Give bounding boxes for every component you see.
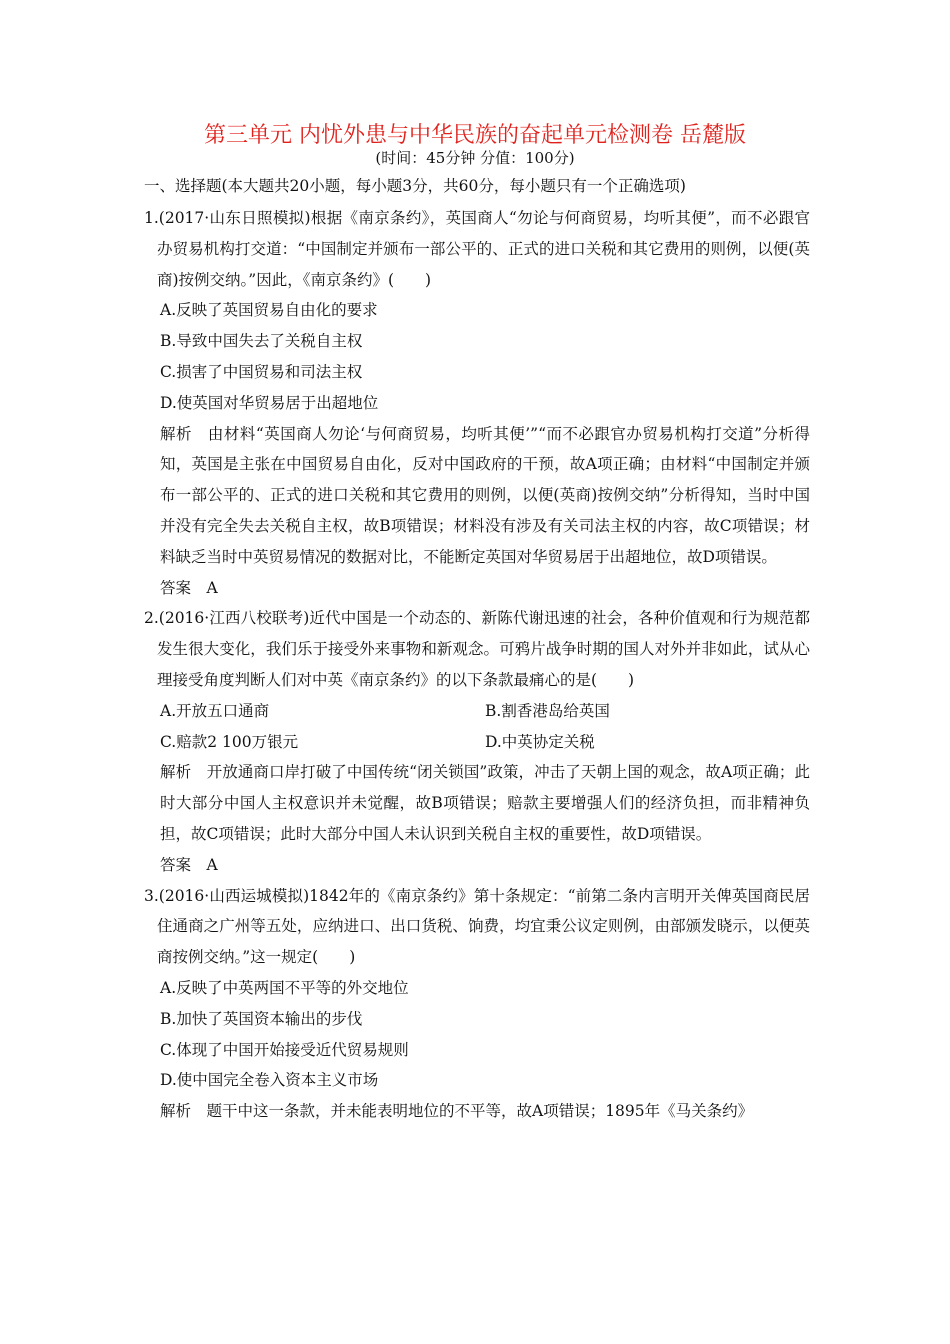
section-heading: 一、选择题(本大题共20小题，每小题3分，共60分，每小题只有一个正确选项) (144, 177, 686, 195)
option-d: D.使英国对华贸易居于出超地位 (160, 393, 379, 412)
option-b: B.割香港岛给英国 (485, 701, 610, 720)
option-a: A.反映了中英两国不平等的外交地位 (160, 978, 409, 997)
option-a: A.开放五口通商 (160, 701, 270, 720)
option-d: D.使中国完全卷入资本主义市场 (160, 1071, 379, 1090)
option-b: B.导致中国失去了关税自主权 (160, 332, 363, 351)
option-c: C.赔款2 100万银元 (160, 732, 299, 751)
question-stem: 1.(2017·山东日照模拟)根据《南京条约》，英国商人“勿论与何商贸易，均听其便”，而不必跟官办贸易机构打交道：“中国制定并颁布一部公平的、正式的进口关税和其它费用的则例，以便(英商)按例交纳。”因此，《南京条约》( ) (144, 209, 810, 289)
option-c: C.体现了中国开始接受近代贸易规则 (160, 1040, 409, 1059)
options-row (144, 696, 810, 727)
option-c: C.损害了中国贸易和司法主权 (160, 362, 363, 381)
option-a: A.反映了英国贸易自由化的要求 (160, 301, 378, 320)
answer: 答案 A (160, 855, 218, 874)
question-1 (144, 203, 810, 603)
page-subtitle: (时间：45分钟 分值：100分) (375, 149, 575, 167)
answer: 答案 A (160, 578, 218, 597)
question-stem: 2.(2016·江西八校联考)近代中国是一个动态的、新陈代谢迅速的社会，各种价值观和行为规范都发生很大变化，我们乐于接受外来事物和新观念。可鸦片战争时期的国人对外并非如此，试从心理接受角度判断人们对中英《南京条约》的以下条款最痛心的是( ) (144, 609, 810, 689)
analysis: 解析 由材料“英国商人勿论‘与何商贸易，均听其便’”“而不必跟官办贸易机构打交道”分析得知，英国是主张在中国贸易自由化，反对中国政府的干预，故A项正确；由材料“中国制定并颁布一部公平的、正式的进口关税和其它费用的则例，以便(英商)按例交纳”分析得知，当时中国并没有完全失去关税自主权，故B项错误；材料没有涉及有关司法主权的内容，故C项错误；材料缺乏当时中英贸易情况的数据对比，不能断定英国对华贸易居于出超地位，故D项错误。 (160, 424, 810, 566)
option-d: D.中英协定关税 (485, 732, 595, 751)
options-row (144, 727, 810, 758)
question-2 (144, 603, 810, 880)
question-stem: 3.(2016·山西运城模拟)1842年的《南京条约》第十条规定：“前第二条内言明开关俾英国商民居住通商之广州等五处，应纳进口、出口货税、饷费，均宜秉公议定则例，由部颁发晓示，以便英商按例交纳。”这一规定( ) (144, 886, 810, 967)
analysis: 解析 开放通商口岸打破了中国传统“闭关锁国”政策，冲击了天朝上国的观念，故A项正确；此时大部分中国人主权意识并未觉醒，故B项错误；赔款主要增强人们的经济负担，而非精神负担，故C项错误；此时大部分中国人未认识到关税自主权的重要性，故D项错误。 (160, 763, 810, 843)
question-3 (144, 881, 810, 1127)
page-title: 第三单元 内忧外患与中华民族的奋起单元检测卷 岳麓版 (204, 123, 746, 148)
analysis: 解析 题干中这一条款，并未能表明地位的不平等，故A项错误；1895年《马关条约》 (160, 1102, 754, 1121)
questions-list (144, 203, 810, 1127)
option-b: B.加快了英国资本输出的步伐 (160, 1009, 363, 1028)
